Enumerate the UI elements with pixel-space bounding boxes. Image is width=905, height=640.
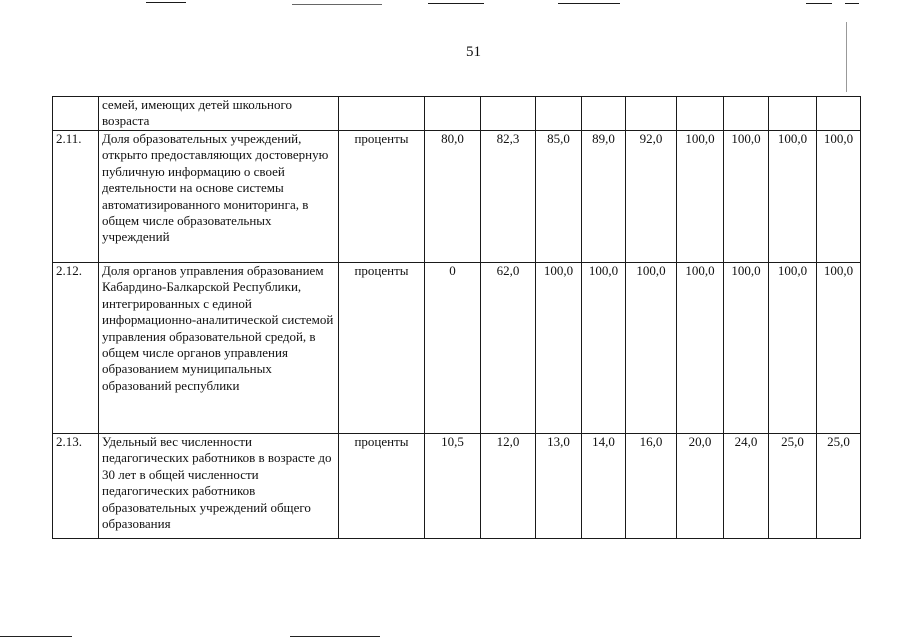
row-number: 2.12. <box>53 263 99 434</box>
row-value <box>425 97 481 131</box>
page-number: 51 <box>466 44 481 60</box>
row-value <box>626 97 677 131</box>
scan-mark <box>806 3 832 4</box>
row-value: 10,5 <box>425 434 481 539</box>
table-row <box>53 434 861 539</box>
row-value: 89,0 <box>582 131 626 263</box>
row-value: 14,0 <box>582 434 626 539</box>
scan-mark <box>292 4 382 5</box>
row-value <box>769 97 817 131</box>
row-unit: проценты <box>339 263 425 434</box>
row-value: 20,0 <box>677 434 724 539</box>
row-value: 0 <box>425 263 481 434</box>
row-value: 100,0 <box>536 263 582 434</box>
row-value <box>817 97 861 131</box>
scan-mark <box>846 22 847 92</box>
table-row <box>53 263 861 434</box>
row-unit <box>339 97 425 131</box>
row-value: 100,0 <box>769 263 817 434</box>
indicator-table <box>52 96 861 539</box>
row-unit: проценты <box>339 434 425 539</box>
table-row <box>53 97 861 131</box>
row-number: 2.13. <box>53 434 99 539</box>
row-value: 62,0 <box>481 263 536 434</box>
scan-mark <box>290 636 380 637</box>
row-value: 100,0 <box>626 263 677 434</box>
row-value: 24,0 <box>724 434 769 539</box>
row-value: 25,0 <box>817 434 861 539</box>
row-value: 25,0 <box>769 434 817 539</box>
row-value: 100,0 <box>769 131 817 263</box>
scan-mark <box>146 2 186 3</box>
row-value: 100,0 <box>677 131 724 263</box>
row-value <box>536 97 582 131</box>
row-value: 13,0 <box>536 434 582 539</box>
row-number <box>53 97 99 131</box>
table-row <box>53 131 861 263</box>
scan-mark <box>558 3 620 4</box>
row-value: 100,0 <box>817 131 861 263</box>
row-value: 100,0 <box>817 263 861 434</box>
scan-mark <box>428 3 484 4</box>
row-value: 12,0 <box>481 434 536 539</box>
row-value <box>677 97 724 131</box>
row-description: Удельный вес численности педагогических работников в возрасте до 30 лет в общей численности педагогических работников образовательных учреждений общего образования <box>99 434 339 539</box>
row-unit: проценты <box>339 131 425 263</box>
row-value: 16,0 <box>626 434 677 539</box>
row-number: 2.11. <box>53 131 99 263</box>
scan-mark <box>0 636 72 637</box>
row-description: семей, имеющих детей школьного возраста <box>99 97 339 131</box>
row-value: 100,0 <box>677 263 724 434</box>
row-value: 92,0 <box>626 131 677 263</box>
row-description: Доля органов управления образованием Кабардино-Балкарской Республики, интегрированных с единой информационно-аналитической системой управления образовательной средой, в общем числе органов управления образованием муниципальных образований республики <box>99 263 339 434</box>
row-value: 80,0 <box>425 131 481 263</box>
row-value <box>582 97 626 131</box>
row-description: Доля образовательных учреждений, открыто предоставляющих достоверную публичную информацию о своей деятельности на основе системы автоматизированного мониторинга, в общем числе образовательных учреждений <box>99 131 339 263</box>
row-value: 100,0 <box>582 263 626 434</box>
row-value <box>481 97 536 131</box>
scan-mark <box>845 3 859 4</box>
row-value <box>724 97 769 131</box>
row-value: 85,0 <box>536 131 582 263</box>
row-value: 100,0 <box>724 131 769 263</box>
row-value: 100,0 <box>724 263 769 434</box>
row-value: 82,3 <box>481 131 536 263</box>
